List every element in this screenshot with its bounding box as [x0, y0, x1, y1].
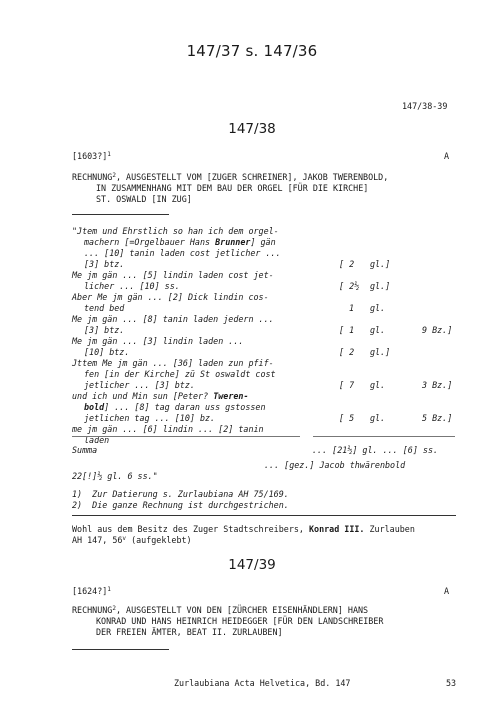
amount: [ 7	[339, 380, 355, 390]
document-date	[72, 586, 111, 597]
section-rule	[72, 515, 456, 516]
document-heading-line-2: KONRAD UND HANS HEINRICH HEIDEGGER [FÜR DEN LANDSCHREIBER	[96, 616, 384, 626]
document-letter: A	[444, 151, 450, 161]
entry-line: ... [10] tanin laden cost jetlicher ...	[84, 248, 281, 258]
entry-line: bold] ... [8] tag daran uss gstossen	[84, 402, 266, 412]
entry-line: Me jm gän ... [3] lindin laden ...	[72, 336, 244, 346]
total-line: 22[!]½ gl. 6 ss."	[72, 471, 158, 481]
range-reference: 147/38-39	[402, 101, 448, 111]
person-name: Konrad III.	[308, 524, 365, 534]
unit: gl.	[370, 413, 386, 423]
amount-extra: 5 Bz.]	[422, 413, 453, 423]
footnote-ref: 2	[112, 172, 116, 179]
person-name: bold	[84, 402, 105, 412]
footnote-ref: 1	[107, 151, 111, 158]
amount: [ 2	[339, 259, 355, 269]
footnote-ref: 1	[107, 586, 111, 593]
unit: gl.	[370, 380, 386, 390]
summa-label: Summa	[72, 445, 98, 455]
document-heading	[72, 605, 368, 616]
entry-line: Aber Me jm gän ... [2] Dick lindin cos-	[72, 292, 269, 302]
entry-line: und ich und Min sun [Peter? Tweren-	[72, 391, 249, 401]
unit: gl.]	[370, 347, 391, 357]
entry-line: me jm gän ... [6] lindin ... [2] tanin	[72, 424, 264, 434]
date-text: [1603?]	[72, 151, 108, 161]
entry-line: tend bed	[84, 303, 125, 313]
entry-line: Jttem Me jm gän ... [36] laden zun pfif-	[72, 358, 274, 368]
provenance: Wohl aus dem Besitz des Zuger Stadtschreibers, Konrad III. Zurlauben	[72, 524, 415, 534]
document-heading-line-2: IN ZUSAMMENHANG MIT DEM BAU DER ORGEL [FÜR DIE KIRCHE]	[96, 183, 369, 193]
summa-rule-left	[72, 436, 300, 437]
entry-line: "Jtem und Ehrstlich so han ich dem orgel-	[72, 226, 279, 236]
document-date	[72, 151, 111, 162]
heading-rest: , AUSGESTELLT VOM [ZUGER SCHREINER], JAKOB TWERENBOLD,	[115, 172, 389, 182]
entry-line: jetlichen tag ... [10] bz.	[84, 413, 216, 423]
footnote: 2) Die ganze Rechnung ist durchgestrichen.	[72, 500, 289, 510]
unit: gl.]	[370, 259, 391, 269]
amount: [ 2	[339, 347, 355, 357]
unit: gl.	[370, 325, 386, 335]
entry-line: Me jm gän ... [5] lindin laden cost jet-	[72, 270, 274, 280]
footnote: 1) Zur Datierung s. Zurlaubiana AH 75/169.	[72, 489, 289, 499]
page-number: 53	[446, 678, 457, 688]
entry-line: Me jm gän ... [8] tanin laden jedern ...	[72, 314, 274, 324]
entry-line: fen [in der Kirche] zü St oswaldt cost	[84, 369, 276, 379]
signature: ... [gez.] Jacob thwärenbold	[264, 460, 406, 470]
publication-footer: Zurlaubiana Acta Helvetica, Bd. 147	[174, 678, 351, 688]
document-heading	[72, 172, 388, 183]
heading-word: RECHNUNG	[72, 605, 113, 615]
person-name: Tweren-	[213, 391, 249, 401]
unit: gl.	[370, 303, 386, 313]
document-number: 147/38	[228, 121, 276, 137]
heading-word: RECHNUNG	[72, 172, 113, 182]
summa-rule-right	[313, 436, 455, 437]
entry-line: [10] btz.	[84, 347, 130, 357]
section-rule	[72, 214, 169, 215]
person-name: Brunner	[215, 237, 251, 247]
heading-rest: , AUSGESTELLT VON DEN [ZÜRCHER EISENHÄNDLERN] HANS	[115, 605, 369, 615]
verso-mark: v	[122, 535, 127, 542]
date-text: [1624?]	[72, 586, 108, 596]
document-heading-line-3: ST. OSWALD [IN ZUG]	[96, 194, 192, 204]
amount: [ 2½	[339, 281, 360, 291]
entry-line: machern [=Orgelbauer Hans Brunner] gän	[84, 237, 276, 247]
footnote-ref: 2	[112, 605, 116, 612]
entry-line: [3] btz.	[84, 259, 125, 269]
page-title: 147/37 s. 147/36	[186, 42, 318, 60]
entry-line: jetlicher ... [3] btz.	[84, 380, 195, 390]
document-heading-line-3: DER FREIEN ÄMTER, BEAT II. ZURLAUBEN]	[96, 627, 283, 637]
amount-extra: 3 Bz.]	[422, 380, 453, 390]
section-rule	[72, 649, 169, 650]
amount: 1	[349, 303, 355, 313]
amount: [ 1	[339, 325, 355, 335]
amount: [ 5	[339, 413, 355, 423]
entry-line: [3] btz.	[84, 325, 125, 335]
document-number: 147/39	[228, 557, 276, 573]
provenance-line-2: AH 147, 56$^v$ (aufgeklebt)	[72, 535, 192, 545]
unit: gl.]	[370, 281, 391, 291]
entry-line: laden	[84, 435, 110, 445]
entry-line: licher ... [10] ss.	[84, 281, 180, 291]
amount-extra: 9 Bz.]	[422, 325, 453, 335]
summa-value: ... [21½] gl. ... [6] ss.	[312, 445, 439, 455]
document-letter: A	[444, 586, 450, 596]
